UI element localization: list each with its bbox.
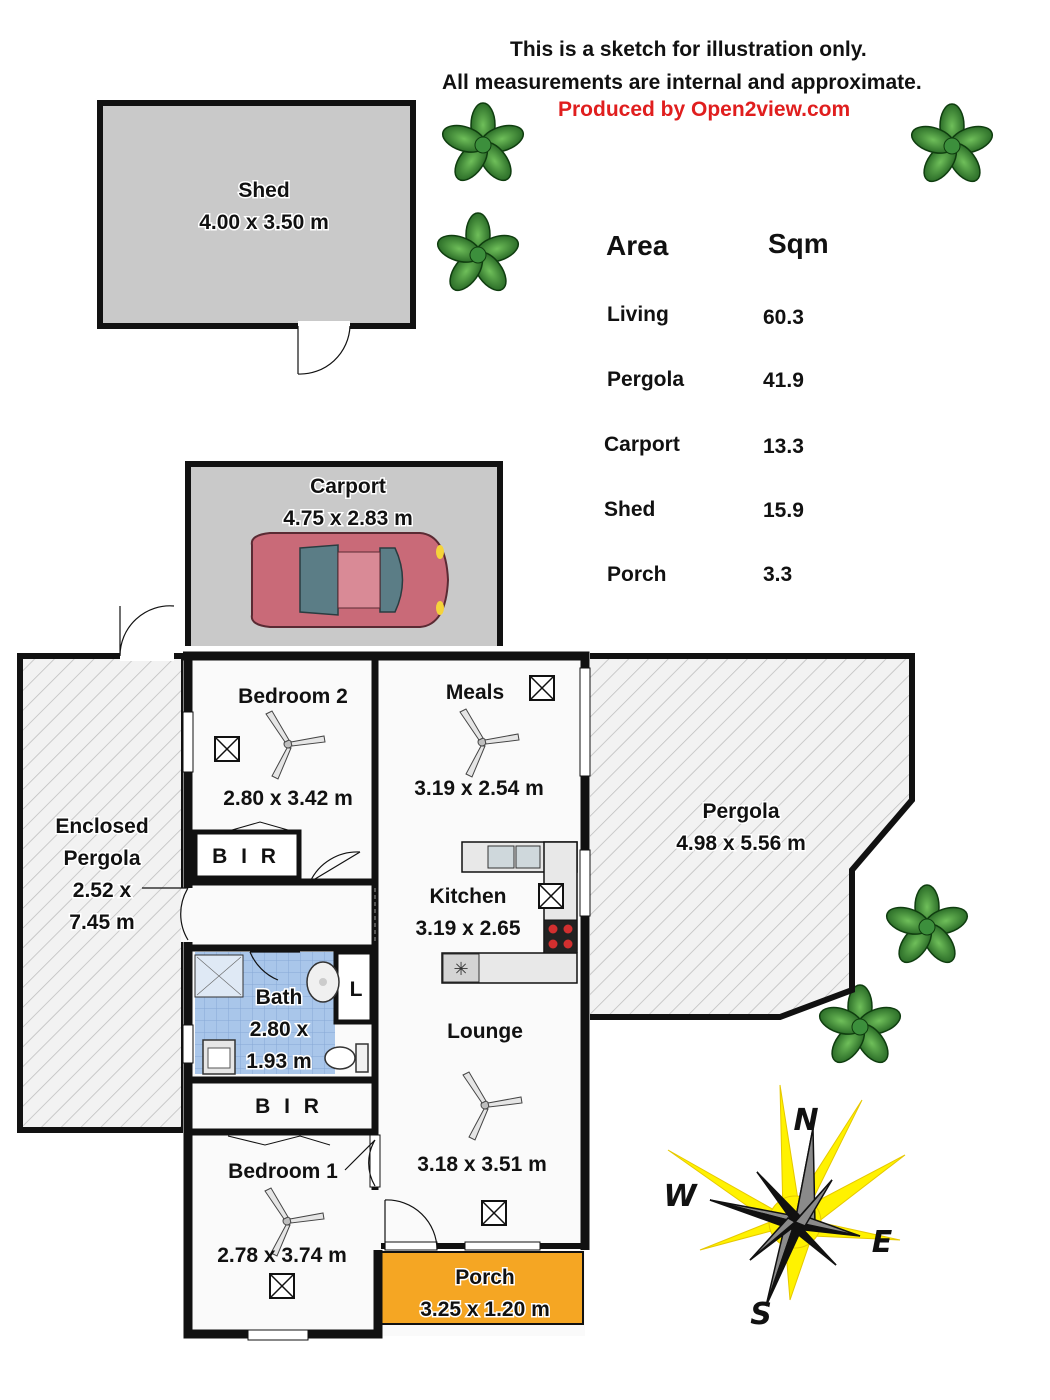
bath-label: Bath xyxy=(255,986,303,1009)
skylight-icon xyxy=(539,884,563,908)
toilet-icon xyxy=(325,1044,368,1072)
compass-rose xyxy=(663,1085,905,1332)
lounge-dims: 3.18 x 3.51 m xyxy=(417,1153,547,1176)
area-row-name: Living xyxy=(607,303,669,326)
shed-dims: 4.00 x 3.50 m xyxy=(199,211,329,234)
kitchen-dims: 3.19 x 2.65 xyxy=(415,917,521,940)
pergola xyxy=(590,656,912,1017)
area-row-sqm: 15.9 xyxy=(763,499,804,522)
bedroom2-label: Bedroom 2 xyxy=(238,685,348,708)
bath-dims: 2.80 x xyxy=(249,1018,309,1041)
area-row-sqm: 13.3 xyxy=(763,435,804,458)
plant-icon xyxy=(434,213,521,296)
sqm-col-header: Sqm xyxy=(768,228,829,259)
enclosed-pergola-label: Pergola xyxy=(63,847,141,870)
compass-west: W xyxy=(663,1179,697,1214)
producer-credit: Produced by Open2view.com xyxy=(558,98,851,121)
rangehood-icon: ✳ xyxy=(453,959,469,979)
house xyxy=(142,656,590,1340)
bedroom1-label: Bedroom 1 xyxy=(228,1160,338,1183)
skylight-icon xyxy=(270,1274,294,1298)
carport-label: Carport xyxy=(310,475,386,498)
compass-north: N xyxy=(793,1103,819,1138)
area-row-sqm: 3.3 xyxy=(763,563,793,586)
shed-label: Shed xyxy=(238,179,290,202)
disclaimer-line-2: All measurements are internal and approximate. xyxy=(442,71,922,94)
plant-icon xyxy=(908,104,995,187)
pergola-dims: 4.98 x 5.56 m xyxy=(676,832,806,855)
shower-icon xyxy=(195,955,243,997)
sun-icon xyxy=(668,1085,905,1300)
area-row-sqm: 41.9 xyxy=(763,369,804,392)
area-row-name: Porch xyxy=(607,563,667,586)
skylight-icon xyxy=(482,1201,506,1225)
porch-label: Porch xyxy=(455,1266,515,1289)
basin-icon xyxy=(307,962,339,1002)
laundry-label: L xyxy=(349,978,363,1001)
car-icon xyxy=(252,533,448,627)
porch-dims: 3.25 x 1.20 m xyxy=(420,1298,550,1321)
compass-south: S xyxy=(750,1297,772,1332)
bedroom1-dims: 2.78 x 3.74 m xyxy=(217,1244,347,1267)
enclosed-pergola-dims: 7.45 m xyxy=(69,911,135,934)
bath-dims: 1.93 m xyxy=(246,1050,312,1073)
bir-top-label: B I R xyxy=(212,845,280,868)
kitchen-label: Kitchen xyxy=(429,885,507,908)
shed xyxy=(100,103,413,374)
area-row-name: Shed xyxy=(604,498,656,521)
plant-icon xyxy=(883,885,970,968)
cooktop-icon xyxy=(544,920,577,953)
skylight-icon xyxy=(530,676,554,700)
plant-icon xyxy=(439,103,526,186)
carport xyxy=(188,464,500,646)
skylight-icon xyxy=(215,737,239,761)
area-row-name: Carport xyxy=(604,433,680,456)
enclosed-pergola-dims: 2.52 x xyxy=(72,879,132,902)
enclosed-pergola-label: Enclosed xyxy=(55,815,149,838)
bir-bottom-label: B I R xyxy=(255,1095,323,1118)
compass-east: E xyxy=(871,1225,893,1260)
carport-dims: 4.75 x 2.83 m xyxy=(283,507,413,530)
area-col-header: Area xyxy=(606,230,669,261)
meals-label: Meals xyxy=(445,681,505,704)
bedroom2-dims: 2.80 x 3.42 m xyxy=(223,787,353,810)
area-row-sqm: 60.3 xyxy=(763,306,804,329)
enclosed-pergola xyxy=(20,606,184,1130)
disclaimer-line-1: This is a sketch for illustration only. xyxy=(510,38,867,61)
vanity-basin-icon xyxy=(203,1040,235,1074)
lounge-label: Lounge xyxy=(447,1020,523,1043)
area-row-name: Pergola xyxy=(607,368,685,391)
pergola-label: Pergola xyxy=(702,800,780,823)
meals-dims: 3.19 x 2.54 m xyxy=(414,777,544,800)
